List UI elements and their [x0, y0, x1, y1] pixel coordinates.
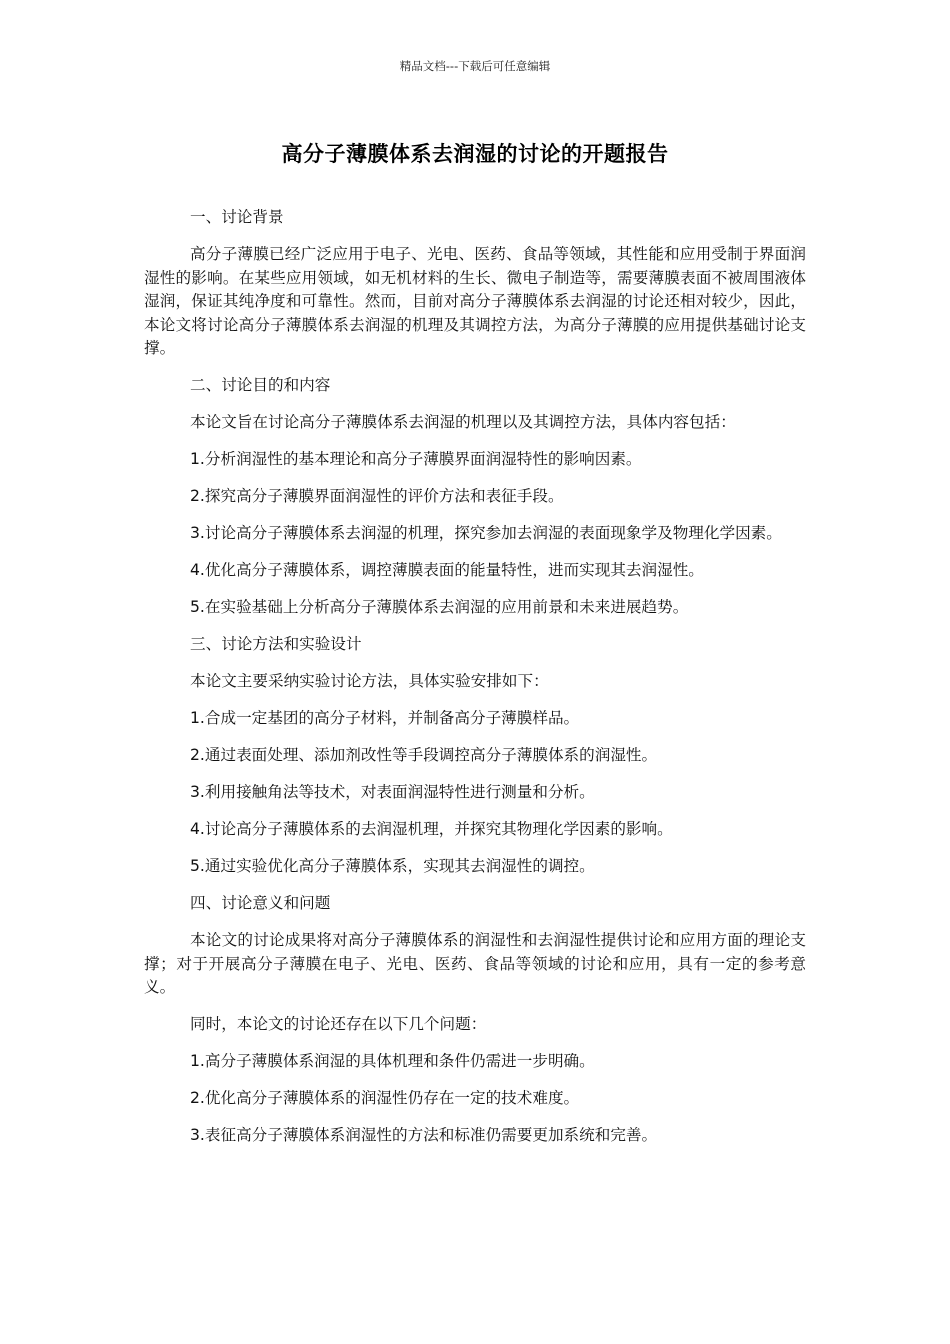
section-3-intro: 本论文主要采纳实验讨论方法，具体实验安排如下： [190, 672, 549, 690]
document-body [144, 206, 806, 1161]
section-1-heading: 一、讨论背景 [190, 208, 284, 226]
section-3-item: 5.通过实验优化高分子薄膜体系，实现其去润湿性的调控。 [190, 857, 595, 875]
section-4-item: 3.表征高分子薄膜体系润湿性的方法和标准仍需要更加系统和完善。 [190, 1126, 658, 1144]
section-2-heading: 二、讨论目的和内容 [190, 376, 331, 394]
section-2-item: 4.优化高分子薄膜体系，调控薄膜表面的能量特性，进而实现其去润湿性。 [190, 561, 704, 579]
section-2-item: 5.在实验基础上分析高分子薄膜体系去润湿的应用前景和未来进展趋势。 [190, 598, 689, 616]
section-4-heading: 四、讨论意义和问题 [190, 894, 331, 912]
section-4-item: 2.优化高分子薄膜体系的润湿性仍存在一定的技术难度。 [190, 1089, 580, 1107]
section-1-paragraph: 高分子薄膜已经广泛应用于电子、光电、医药、食品等领域，其性能和应用受制于界面润湿性的影响。在某些应用领域，如无机材料的生长、微电子制造等，需要薄膜表面不被周围液体湿润，保证其纯净度和可靠性。然而，目前对高分子薄膜体系去润湿的讨论还相对较少，因此，本论文将讨论高分子薄膜体系去润湿的机理及其调控方法，为高分子薄膜的应用提供基础讨论支撑。 [144, 245, 806, 357]
section-3-item: 4.讨论高分子薄膜体系的去润湿机理，并探究其物理化学因素的影响。 [190, 820, 673, 838]
section-3-item: 2.通过表面处理、添加剂改性等手段调控高分子薄膜体系的润湿性。 [190, 746, 658, 764]
section-2-item: 3.讨论高分子薄膜体系去润湿的机理，探究参加去润湿的表面现象学及物理化学因素。 [190, 524, 782, 542]
page-header: 精品文档---下载后可任意编辑 [399, 59, 551, 73]
section-3-heading: 三、讨论方法和实验设计 [190, 635, 362, 653]
section-3-item: 3.利用接触角法等技术，对表面润湿特性进行测量和分析。 [190, 783, 595, 801]
section-3-item: 1.合成一定基团的高分子材料，并制备高分子薄膜样品。 [190, 709, 580, 727]
section-2-intro: 本论文旨在讨论高分子薄膜体系去润湿的机理以及其调控方法，具体内容包括： [190, 413, 736, 431]
section-2-item: 1.分析润湿性的基本理论和高分子薄膜界面润湿特性的影响因素。 [190, 450, 642, 468]
section-4-intro: 同时，本论文的讨论还存在以下几个问题： [190, 1015, 487, 1033]
section-4-paragraph: 本论文的讨论成果将对高分子薄膜体系的润湿性和去润湿性提供讨论和应用方面的理论支撑；对于开展高分子薄膜在电子、光电、医药、食品等领域的讨论和应用，具有一定的参考意义。 [144, 931, 806, 996]
section-2-item: 2.探究高分子薄膜界面润湿性的评价方法和表征手段。 [190, 487, 564, 505]
section-4-item: 1.高分子薄膜体系润湿的具体机理和条件仍需进一步明确。 [190, 1052, 595, 1070]
document-title: 高分子薄膜体系去润湿的讨论的开题报告 [281, 142, 669, 166]
